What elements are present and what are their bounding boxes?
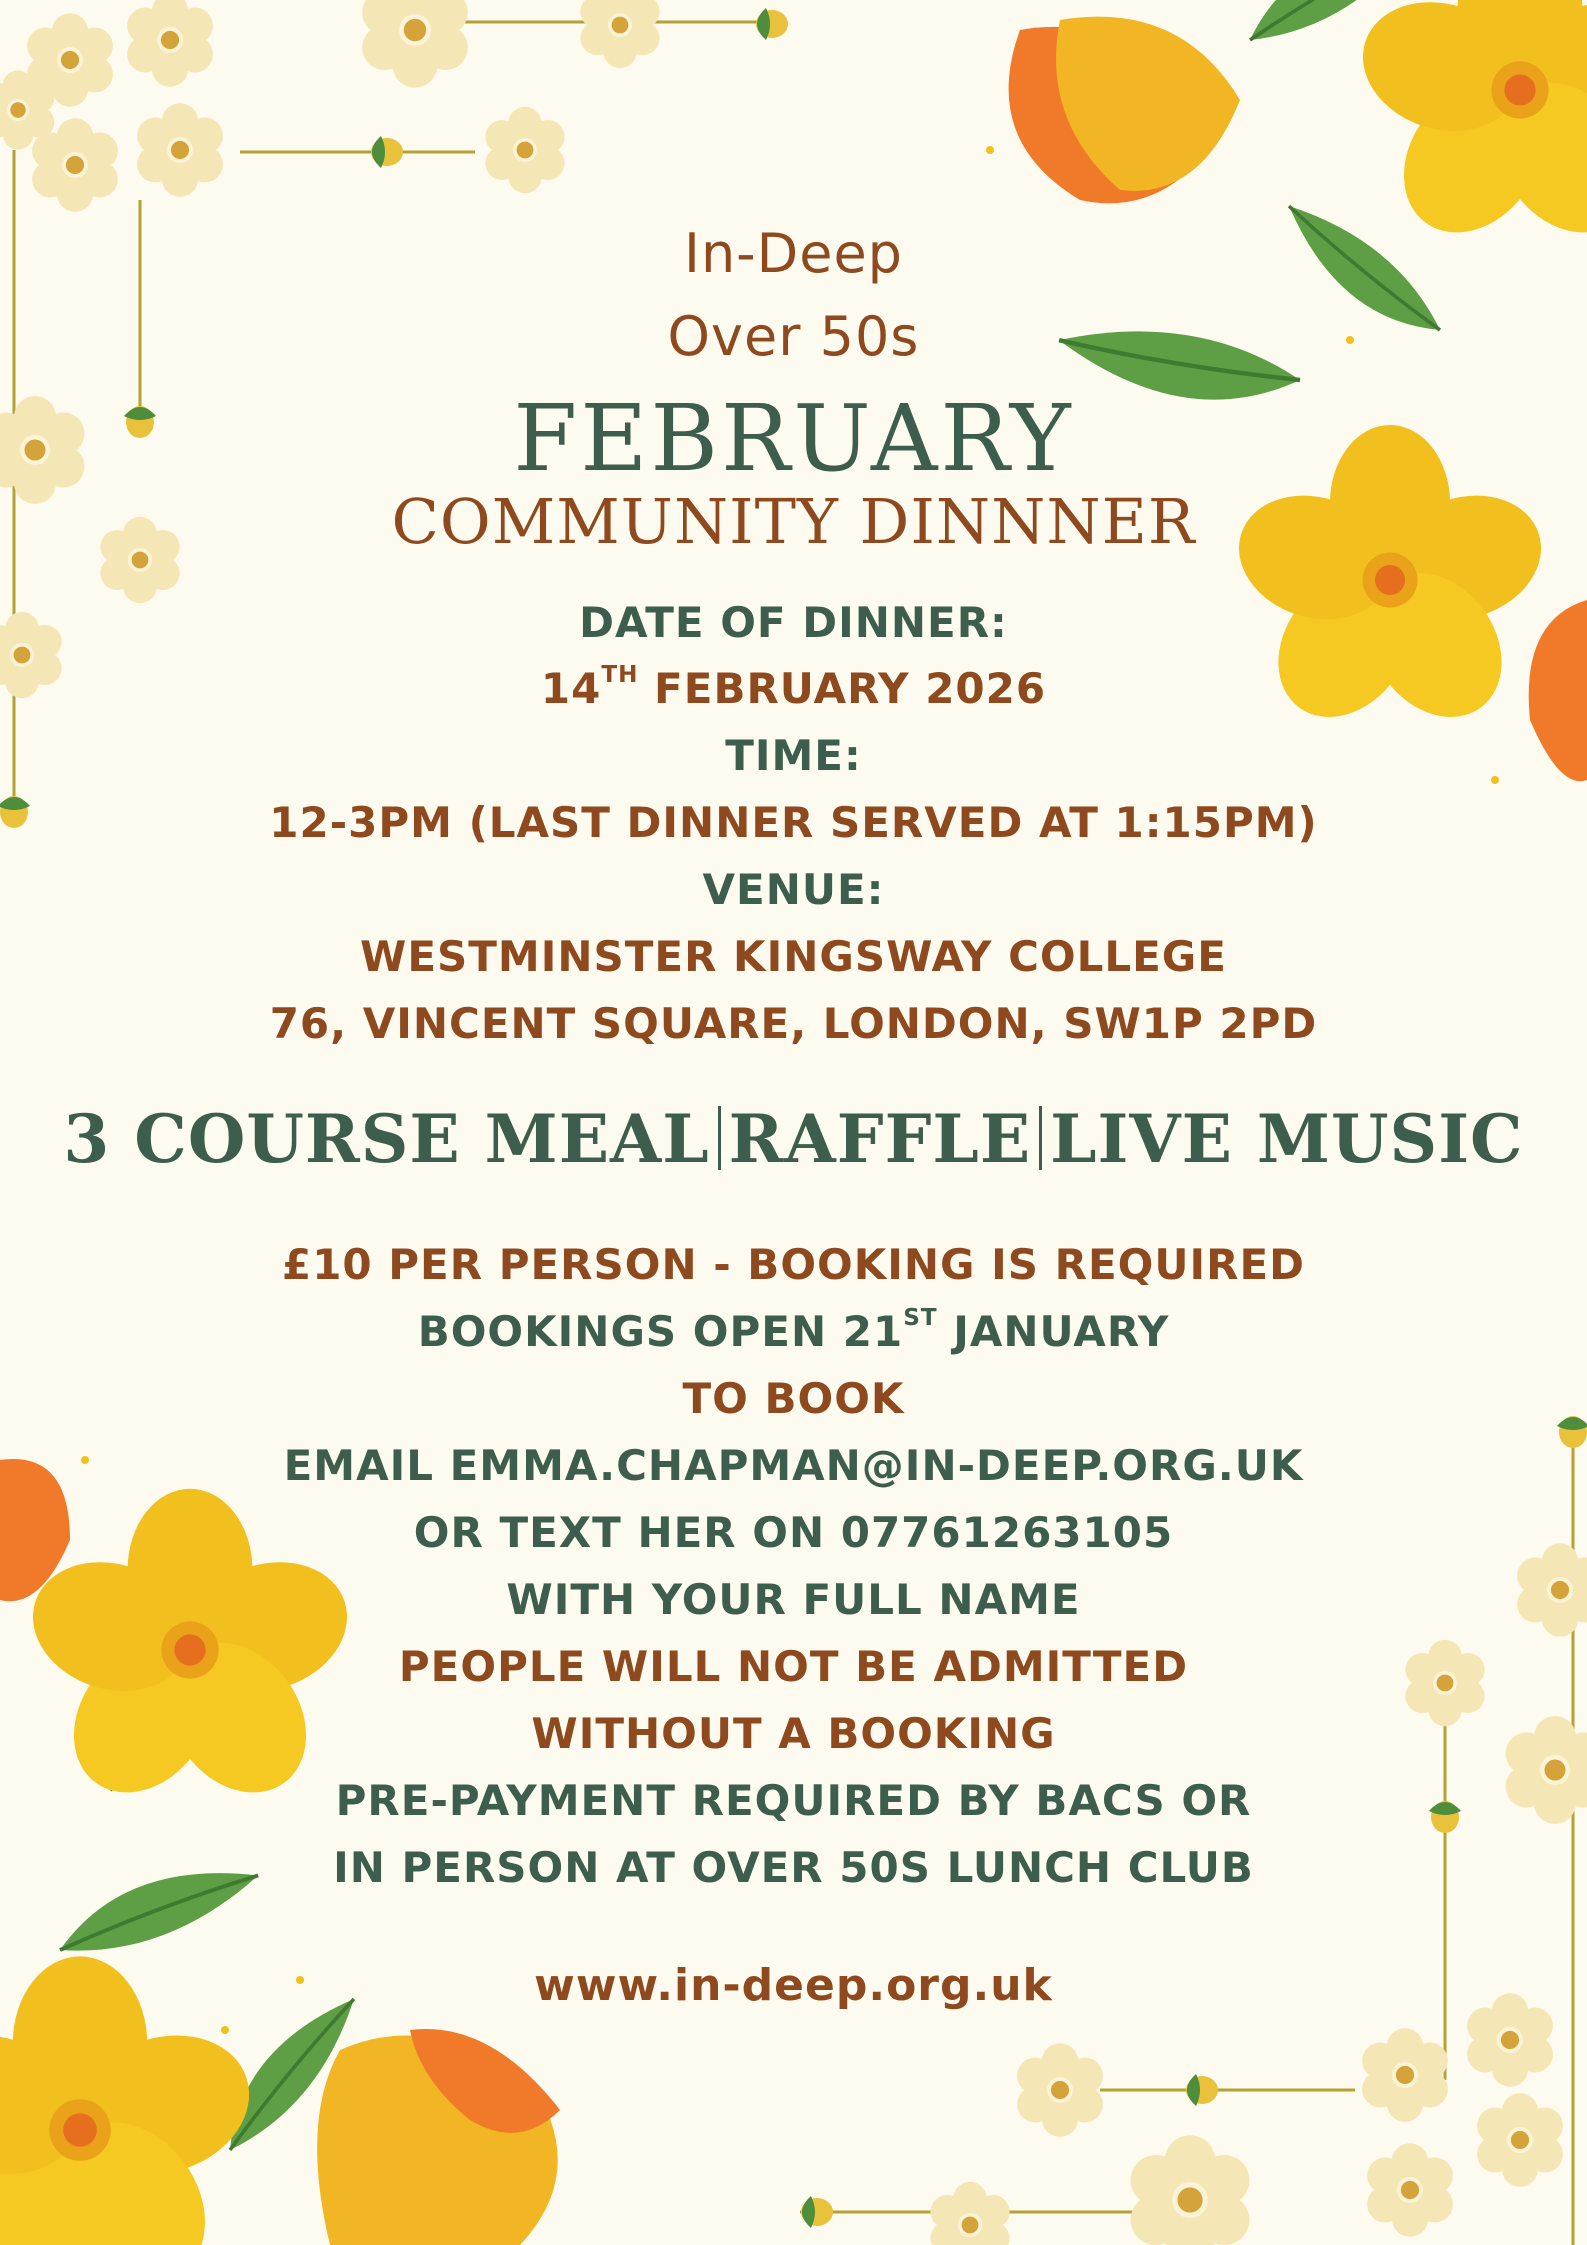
group-name: Over 50s: [667, 305, 920, 368]
month-title: FEBRUARY: [513, 385, 1074, 492]
venue-name: WESTMINSTER KINGSWAY COLLEGE: [360, 932, 1227, 981]
time-label: TIME:: [725, 731, 862, 780]
highlight-meal: 3 COURSE MEAL: [63, 1100, 710, 1178]
email-line[interactable]: EMAIL EMMA.CHAPMAN@IN-DEEP.ORG.UK: [283, 1441, 1304, 1490]
date-label: DATE OF DINNER:: [579, 598, 1008, 647]
text-line[interactable]: OR TEXT HER ON 07761263105: [413, 1508, 1174, 1557]
date-value: 14TH FEBRUARY 2026: [540, 662, 1047, 713]
to-book-heading: TO BOOK: [682, 1374, 905, 1423]
highlight-music: LIVE MUSIC: [1050, 1100, 1524, 1178]
event-title: COMMUNITY DINNNER: [391, 485, 1196, 558]
full-name-line: WITH YOUR FULL NAME: [506, 1575, 1081, 1624]
admission-line-1: PEOPLE WILL NOT BE ADMITTED: [398, 1642, 1189, 1691]
highlight-raffle: RAFFLE: [728, 1100, 1032, 1178]
admission-line-2: WITHOUT A BOOKING: [531, 1709, 1056, 1758]
payment-line-1: PRE-PAYMENT REQUIRED BY BACS OR: [335, 1776, 1252, 1825]
highlights: [0, 1100, 1587, 1178]
price-line: £10 PER PERSON - BOOKING IS REQUIRED: [281, 1240, 1306, 1289]
time-value: 12-3PM (LAST DINNER SERVED AT 1:15PM): [269, 798, 1318, 847]
separator: [718, 1106, 721, 1170]
venue-address: 76, VINCENT SQUARE, LONDON, SW1P 2PD: [269, 999, 1318, 1048]
bookings-open-line: BOOKINGS OPEN 21ST JANUARY: [417, 1305, 1170, 1356]
separator: [1039, 1106, 1042, 1170]
org-name: In-Deep: [684, 222, 903, 285]
payment-line-2: IN PERSON AT OVER 50S LUNCH CLUB: [333, 1843, 1254, 1892]
website-link[interactable]: www.in-deep.org.uk: [534, 1960, 1053, 2011]
venue-label: VENUE:: [702, 865, 885, 914]
